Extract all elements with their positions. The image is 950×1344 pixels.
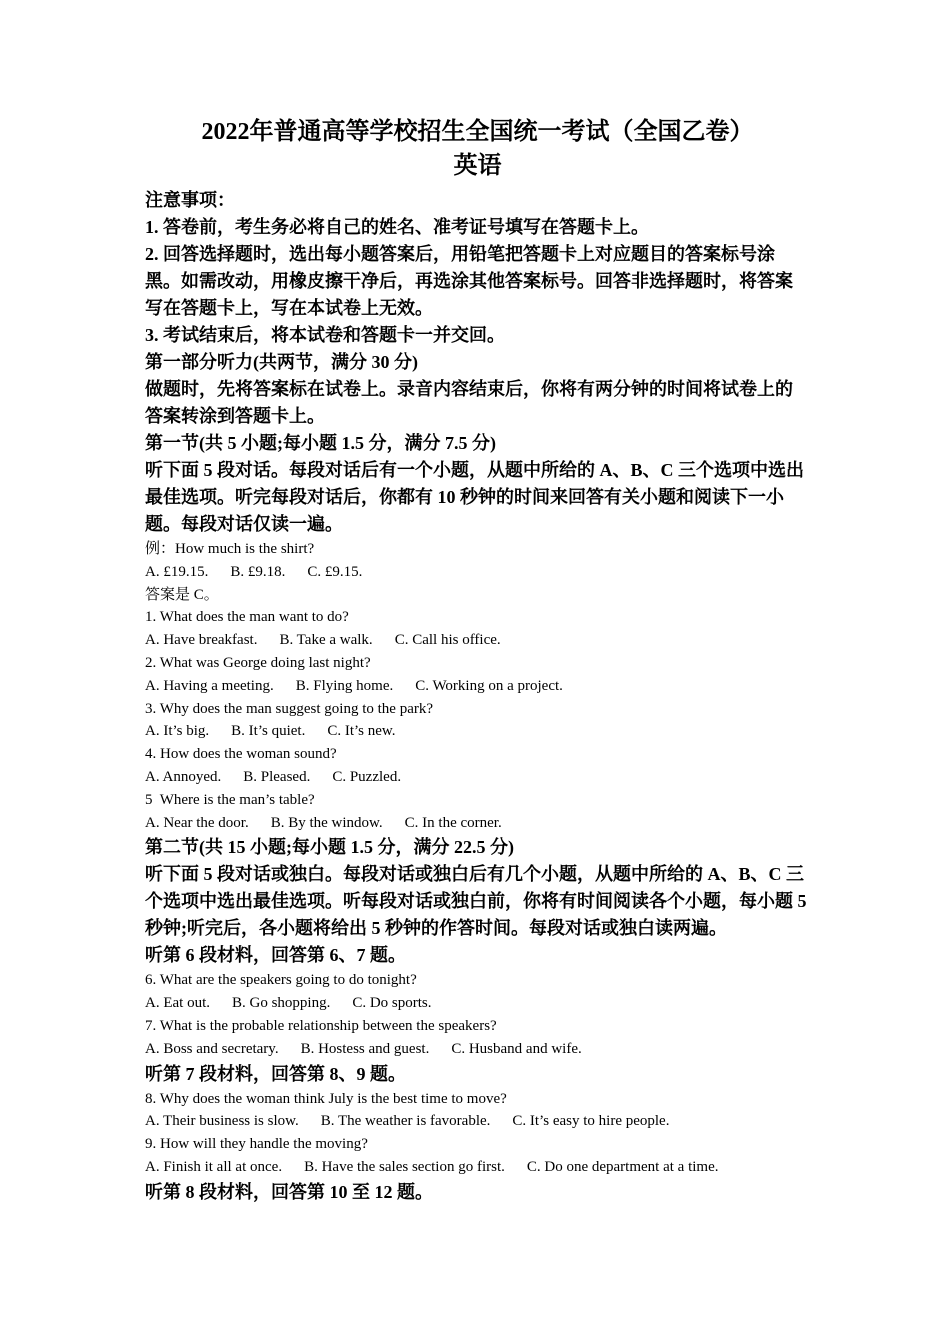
exam-title: 2022年普通高等学校招生全国统一考试（全国乙卷） <box>201 119 754 145</box>
option: C. Puzzled. <box>332 768 402 785</box>
example-answer: 答案是 C。 <box>145 586 219 603</box>
option: B. £9.18. <box>230 563 286 580</box>
material-7-heading: 听第 7 段材料，回答第 8、9 题。 <box>145 1063 406 1084</box>
exam-subject: 英语 <box>453 153 502 179</box>
option: B. Take a walk. <box>279 632 373 649</box>
option: C. Working on a project. <box>415 677 563 694</box>
question-1: 1. What does the man want to do? <box>145 609 349 626</box>
question-8-options <box>145 1110 810 1133</box>
option: C. In the corner. <box>404 814 502 831</box>
example-options <box>145 561 810 584</box>
option: B. By the window. <box>270 814 383 831</box>
question-3: 3. Why does the man suggest going to the park? <box>145 700 434 717</box>
option: A. Eat out. <box>145 995 210 1012</box>
part1-heading: 第一部分听力(共两节，满分 30 分) <box>145 352 418 372</box>
question-5: 5 Where is the man’s table? <box>145 791 315 808</box>
question-7-options <box>145 1038 810 1061</box>
option: A. Finish it all at once. <box>145 1158 283 1175</box>
option: A. Near the door. <box>145 814 249 831</box>
option: A. Their business is slow. <box>145 1113 299 1130</box>
section2-heading: 第二节(共 15 小题;每小题 1.5 分，满分 22.5 分) <box>145 837 514 858</box>
option: B. The weather is favorable. <box>320 1113 491 1130</box>
question-9: 9. How will they handle the moving? <box>145 1136 368 1153</box>
notice-item-1: 1. 答卷前，考生务必将自己的姓名、准考证号填写在答题卡上。 <box>145 217 649 237</box>
question-5-options <box>145 812 810 835</box>
question-4-options <box>145 766 810 789</box>
option: B. Flying home. <box>295 677 394 694</box>
option: C. Husband and wife. <box>451 1040 582 1057</box>
option: A. £19.15. <box>145 563 209 580</box>
exam-page <box>145 115 810 1206</box>
part1-intro: 做题时，先将答案标在试卷上。录音内容结束后，你将有两分钟的时间将试卷上的答案转涂到答题卡上。 <box>145 379 793 426</box>
option: B. Pleased. <box>243 768 311 785</box>
material-6-heading: 听第 6 段材料，回答第 6、7 题。 <box>145 945 406 966</box>
section1-instructions: 听下面 5 段对话。每段对话后有一个小题，从题中所给的 A、B、C 三个选项中选出最佳选项。听完每段对话后，你都有 10 秒钟的时间来回答有关小题和阅读下一小题。每段对话仅读一遍。 <box>145 460 805 534</box>
option: C. It’s new. <box>327 723 396 740</box>
notice-heading: 注意事项： <box>145 190 235 210</box>
question-6: 6. What are the speakers going to do tonight? <box>145 972 417 989</box>
question-1-options <box>145 629 810 652</box>
option: B. It’s quiet. <box>231 723 306 740</box>
option: B. Have the sales section go first. <box>304 1158 505 1175</box>
option: C. Call his office. <box>394 632 501 649</box>
section2-instructions: 听下面 5 段对话或独白。每段对话或独白后有几个小题，从题中所给的 A、B、C 三个选项中选出最佳选项。听每段对话或独白前，你将有时间阅读各个小题，每小题 5 秒钟;听完后，各小题将给出 5 秒钟的作答时间。每段对话或独白读两遍。 <box>145 864 807 939</box>
option: A. Having a meeting. <box>145 677 274 694</box>
option: C. Do sports. <box>352 995 432 1012</box>
question-2-options <box>145 675 810 698</box>
notice-item-2: 2. 回答选择题时，选出每小题答案后，用铅笔把答题卡上对应题目的答案标号涂黑。如需改动，用橡皮擦干净后，再选涂其他答案标号。回答非选择题时，将答案写在答题卡上，写在本试卷上无效。 <box>145 244 793 318</box>
question-8: 8. Why does the woman think July is the best time to move? <box>145 1090 507 1107</box>
option: C. Do one department at a time. <box>526 1158 719 1175</box>
option: C. £9.15. <box>307 563 363 580</box>
question-2: 2. What was George doing last night? <box>145 654 371 671</box>
section1-heading: 第一节(共 5 小题;每小题 1.5 分，满分 7.5 分) <box>145 433 496 453</box>
option: B. Hostess and guest. <box>300 1040 430 1057</box>
option: A. Annoyed. <box>145 768 222 785</box>
example-question: 例：How much is the shirt? <box>145 541 315 557</box>
option: A. It’s big. <box>145 723 210 740</box>
material-8-heading: 听第 8 段材料，回答第 10 至 12 题。 <box>145 1181 433 1202</box>
question-3-options <box>145 720 810 743</box>
question-4: 4. How does the woman sound? <box>145 746 337 763</box>
notice-item-3: 3. 考试结束后，将本试卷和答题卡一并交回。 <box>145 325 505 345</box>
question-9-options <box>145 1156 810 1179</box>
question-6-options <box>145 992 810 1015</box>
question-7: 7. What is the probable relationship between the speakers? <box>145 1017 497 1034</box>
option: A. Boss and secretary. <box>145 1040 279 1057</box>
option: A. Have breakfast. <box>145 632 258 649</box>
option: C. It’s easy to hire people. <box>512 1113 670 1130</box>
option: B. Go shopping. <box>232 995 331 1012</box>
